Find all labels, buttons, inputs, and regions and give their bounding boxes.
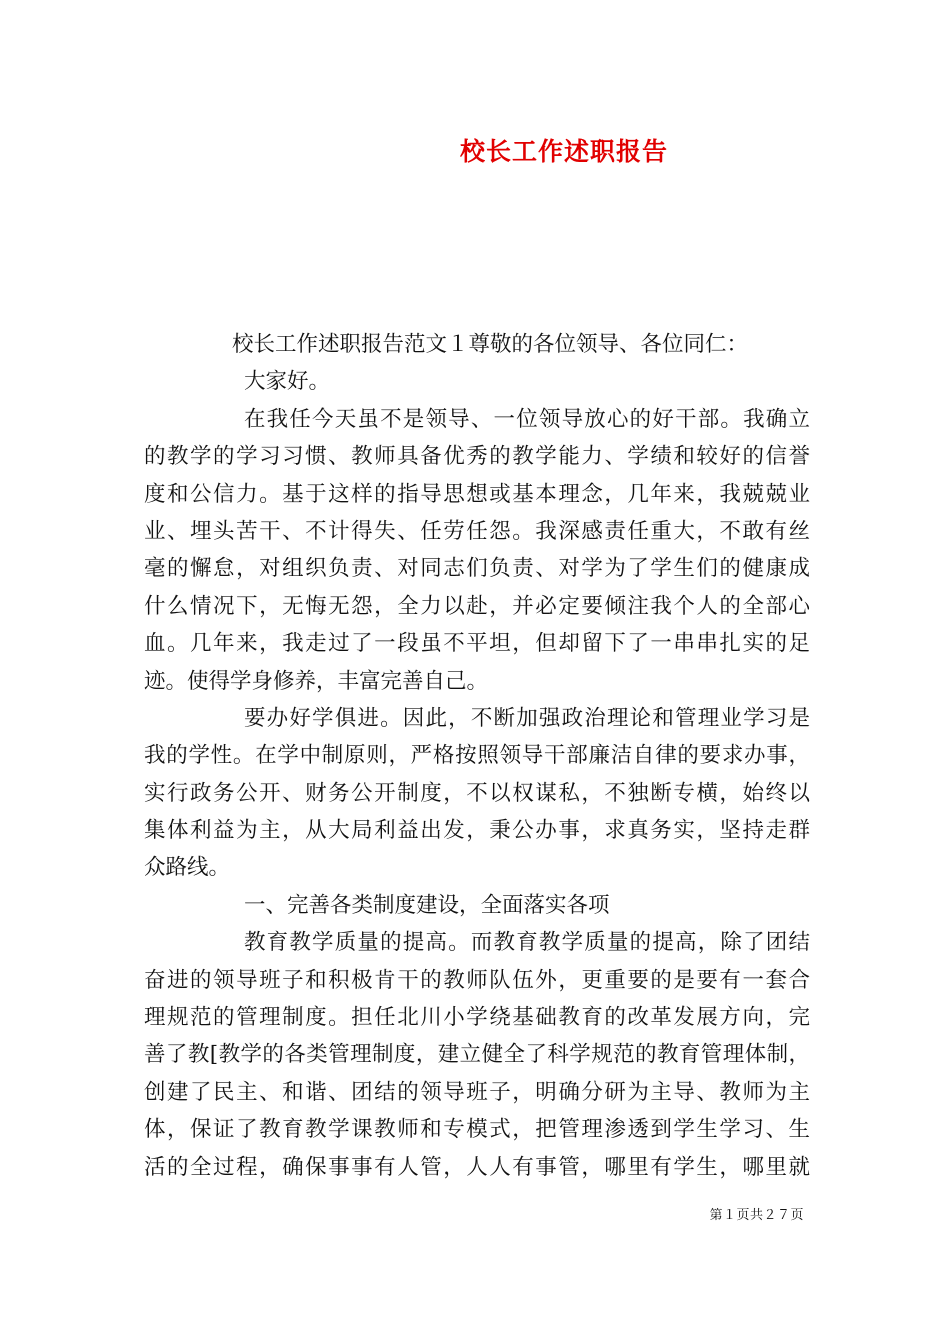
body-line: 善了教[教学的各类管理制度，建立健全了科学规范的教育管理体制， xyxy=(144,1042,810,1068)
body-line: 业、埋头苦干、不计得失、任劳任怨。我深感责任重大，不敢有丝 xyxy=(144,518,810,544)
body-line: 教育教学质量的提高。而教育教学质量的提高，除了团结 xyxy=(244,930,810,956)
body-line: 创建了民主、和谐、团结的领导班子，明确分研为主导、教师为主 xyxy=(144,1079,810,1105)
body-line: 在我任今天虽不是领导、一位领导放心的好干部。我确立 xyxy=(244,406,810,432)
body-line: 集体利益为主，从大局利益出发，秉公办事，求真务实，坚持走群 xyxy=(144,818,810,844)
body-line: 实行政务公开、财务公开制度，不以权谋私，不独断专横，始终以 xyxy=(144,780,810,806)
body-line: 迹。使得学身修养，丰富完善自己。 xyxy=(144,668,489,694)
body-line: 我的学性。在学中制原则，严格按照领导干部廉洁自律的要求办事， xyxy=(144,743,810,769)
document-body xyxy=(144,326,810,1186)
body-line: 要办好学俱进。因此，不断加强政治理论和管理业学习是 xyxy=(244,705,810,731)
body-line: 体，保证了教育教学课教师和专模式，把管理渗透到学生学习、生 xyxy=(144,1117,810,1143)
body-line: 奋进的领导班子和积极肯干的教师队伍外，更重要的是要有一套合 xyxy=(144,967,810,993)
body-line: 校长工作述职报告范文１尊敬的各位领导、各位同仁： xyxy=(232,332,749,357)
body-line: 毫的懈怠，对组织负责、对同志们负责、对学为了学生们的健康成 xyxy=(144,556,810,582)
body-line: 众路线。 xyxy=(144,855,231,881)
body-line: 度和公信力。基于这样的指导思想或基本理念，几年来，我兢兢业 xyxy=(144,481,810,507)
body-line: 理规范的管理制度。担任北川小学绕基础教育的改革发展方向，完 xyxy=(144,1005,810,1031)
body-line: 血。几年来，我走过了一段虽不平坦，但却留下了一串串扎实的足 xyxy=(144,631,810,657)
body-line: 活的全过程，确保事事有人管，人人有事管，哪里有学生，哪里就 xyxy=(144,1154,810,1180)
document-title: 校长工作述职报告 xyxy=(459,137,668,166)
body-line: 大家好。 xyxy=(244,369,331,395)
section-heading: 一、完善各类制度建设，全面落实各项 xyxy=(244,892,610,918)
body-line: 什么情况下，无悔无怨，全力以赴，并必定要倾注我个人的全部心 xyxy=(144,593,810,619)
body-line: 的教学的学习习惯、教师具备优秀的教学能力、学绩和较好的信誉 xyxy=(144,444,810,470)
page-number-footer: 第１页共２７页 xyxy=(709,1208,804,1223)
